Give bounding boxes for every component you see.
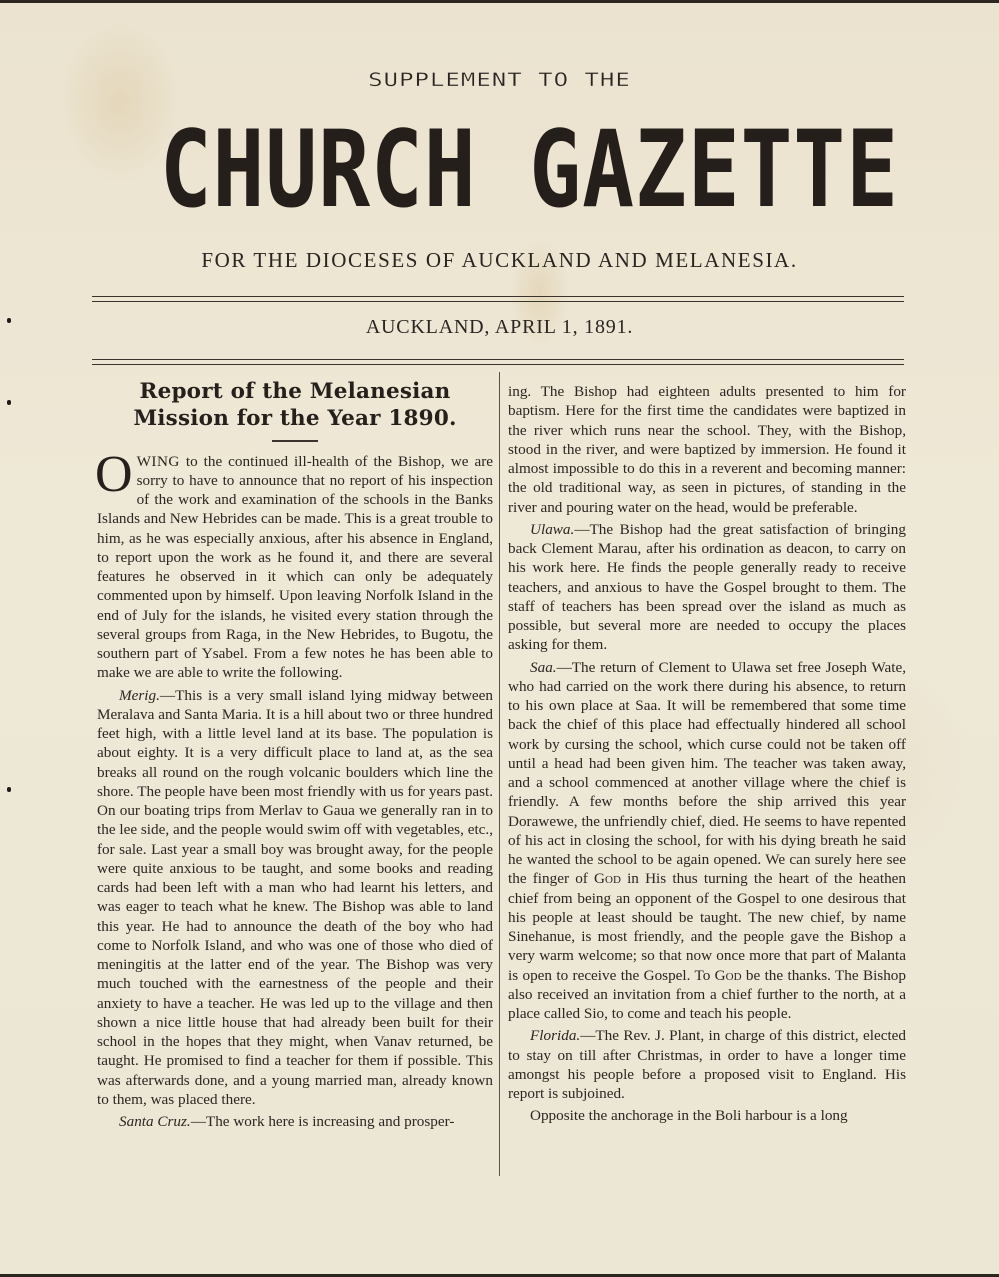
section-merig — [97, 686, 493, 1110]
small-caps-god: God — [594, 870, 621, 888]
section-florida — [508, 1026, 906, 1103]
paragraph-text: Opposite the anchorage in the Boli harbour is a long — [530, 1107, 848, 1125]
section-place: Saa. — [530, 658, 557, 676]
masthead-rule-bottom — [92, 359, 904, 365]
section-ulawa — [508, 520, 906, 655]
section-santa-cruz — [97, 1112, 493, 1131]
section-text: —The Bishop had the great satisfaction of bringing back Clement Marau, after his ordination as deacon, to carry on his work here. He finds the people generally ready to receive teachers, and anxious to have the Gospel brought to them. The staff of teachers has been spread over the island as much as possible, but several more are needed to occupy the places asking for them. — [508, 520, 906, 654]
section-text: —The return of Clement to Ulawa set free Joseph Wate, who had carried on the work there during his absence, to return to his own place at Saa. It will be remembered that some time back the chief of this place had effectually hindered all school work by cursing the school, which curse could not be taken off until a head had been given him. The teacher was taken away, and a school commenced at another village where the chief is friendly. A few months before the ship arrived this year Dorawewe, the unfriendly chief, died. He seems to have repented of his act in closing the school, for with his dying breath he said he wanted the school to be again opened. We can surely here see the finger of — [508, 658, 906, 888]
masthead-title: CHURCH GAZETTE — [159, 106, 899, 232]
ink-spot — [7, 787, 11, 792]
section-text: —The work here is increasing and prosper- — [190, 1113, 455, 1130]
small-caps-god: God — [714, 966, 742, 984]
lead-caps: WING — [136, 452, 180, 470]
section-text: in His thus turning the heart of the heathen chief from being an opponent of the Gospel to one desirous that his people at least should be taught. The new chief, by name Sinehanue, is most friendly, and the people gave the Bishop a very warm welcome; so that now once more that part of Malanta is open to receive the Gospel. To — [508, 870, 907, 984]
continuation-paragraph — [508, 382, 906, 517]
section-place: Florida. — [530, 1027, 581, 1045]
page-edge-top — [0, 0, 999, 3]
section-saa — [508, 658, 906, 1024]
section-text: be the thanks. The Bishop also received an invitation from a chief further to the north, at a place called Sio, to come and teach his people. — [508, 966, 906, 1022]
section-place: Merig. — [119, 686, 160, 704]
section-text: —This is a very small island lying midway between Meralava and Santa Maria. It is a hill about two or three hundred feet high, with a little level land at its base. The population is about eighty. It is a very difficult place to land at, as the sea breaks all round on the rough volcanic boulders which line the shore. The people have been most friendly with us for years past. On our boating trips from Merlav to Gaua we generally ran in to the lee side, and the people would swim off with vegetables, etc., for sale. Last year a small boy was brought away, for the people were quite anxious to be taught, and some books and reading cards had been left with a man who had learnt his letters, and was eager to teach what he knew. The Bishop was able to land this year. He had to announce the death of the boy who had come to Norfolk Island, and who was one of those who died of meningitis at the latter end of the year. The Bishop was very much touched with the earnestness of the people and their anxiety to have a teacher. He was led up to the village and then shown a nice little house that had already been built for their school in the hopes that they might, when Vanav returned, be taught. He promised to find a teacher for them if possible. This was afterwards done, and a young married man, already known to them, was placed there. — [97, 686, 493, 1108]
right-column — [508, 382, 906, 1129]
masthead-supplement: SUPPLEMENT TO THE — [368, 69, 631, 91]
section-text: —The Rev. J. Plant, in charge of this district, elected to stay on till after Christmas, in order to have a longer time amongst his people before a proposed visit to England. His report is subjoined. — [508, 1027, 906, 1102]
intro-paragraph — [95, 445, 493, 683]
section-place: Ulawa. — [530, 520, 575, 538]
ink-spot — [7, 400, 11, 405]
masthead-rule-top — [92, 296, 904, 302]
article-headline: Report of the Melanesian Mission for the Year 1890. — [133, 379, 457, 431]
dateline: AUCKLAND, APRIL 1, 1891. — [365, 316, 634, 338]
continuation-text: ing. The Bishop had eighteen adults presented to him for baptism. Here for the first time the candidates were baptized in the river which runs near the school. They, with the Bishop, stood in the river, and were baptized by immersion. He found it almost impossible to do this in a reverent and becoming manner: the old traditional way, as seen in pictures, of standing in the river and pouring water on the head, would be preferable. — [508, 383, 906, 516]
left-column — [97, 378, 493, 1134]
intro-text: to the continued ill-health of the Bishop, we are sorry to have to announce that no report of his inspection of the work and examination of the schools in the Banks Islands and New Hebrides can be made. This is a great trouble to him, as he was especially anxious, after his absence in England, to report upon the work as he found it, and there are several features he observed in it which can only be adequately commented upon by himself. Upon leaving Norfolk Island in the end of July for the islands, he visited every station through the several groups from Raga, in the New Hebrides, to Bugotu, the southern part of Ysabel. From a few notes he has been able to make we are able to write the following. — [97, 452, 493, 682]
column-divider — [499, 372, 500, 1176]
section-place: Santa Cruz. — [119, 1113, 191, 1130]
boli-harbour-paragraph — [508, 1106, 906, 1125]
headline-rule — [272, 440, 318, 442]
masthead-subtitle: FOR THE DIOCESES OF AUCKLAND AND MELANESIA. — [201, 248, 798, 272]
drop-cap: O — [95, 445, 133, 503]
